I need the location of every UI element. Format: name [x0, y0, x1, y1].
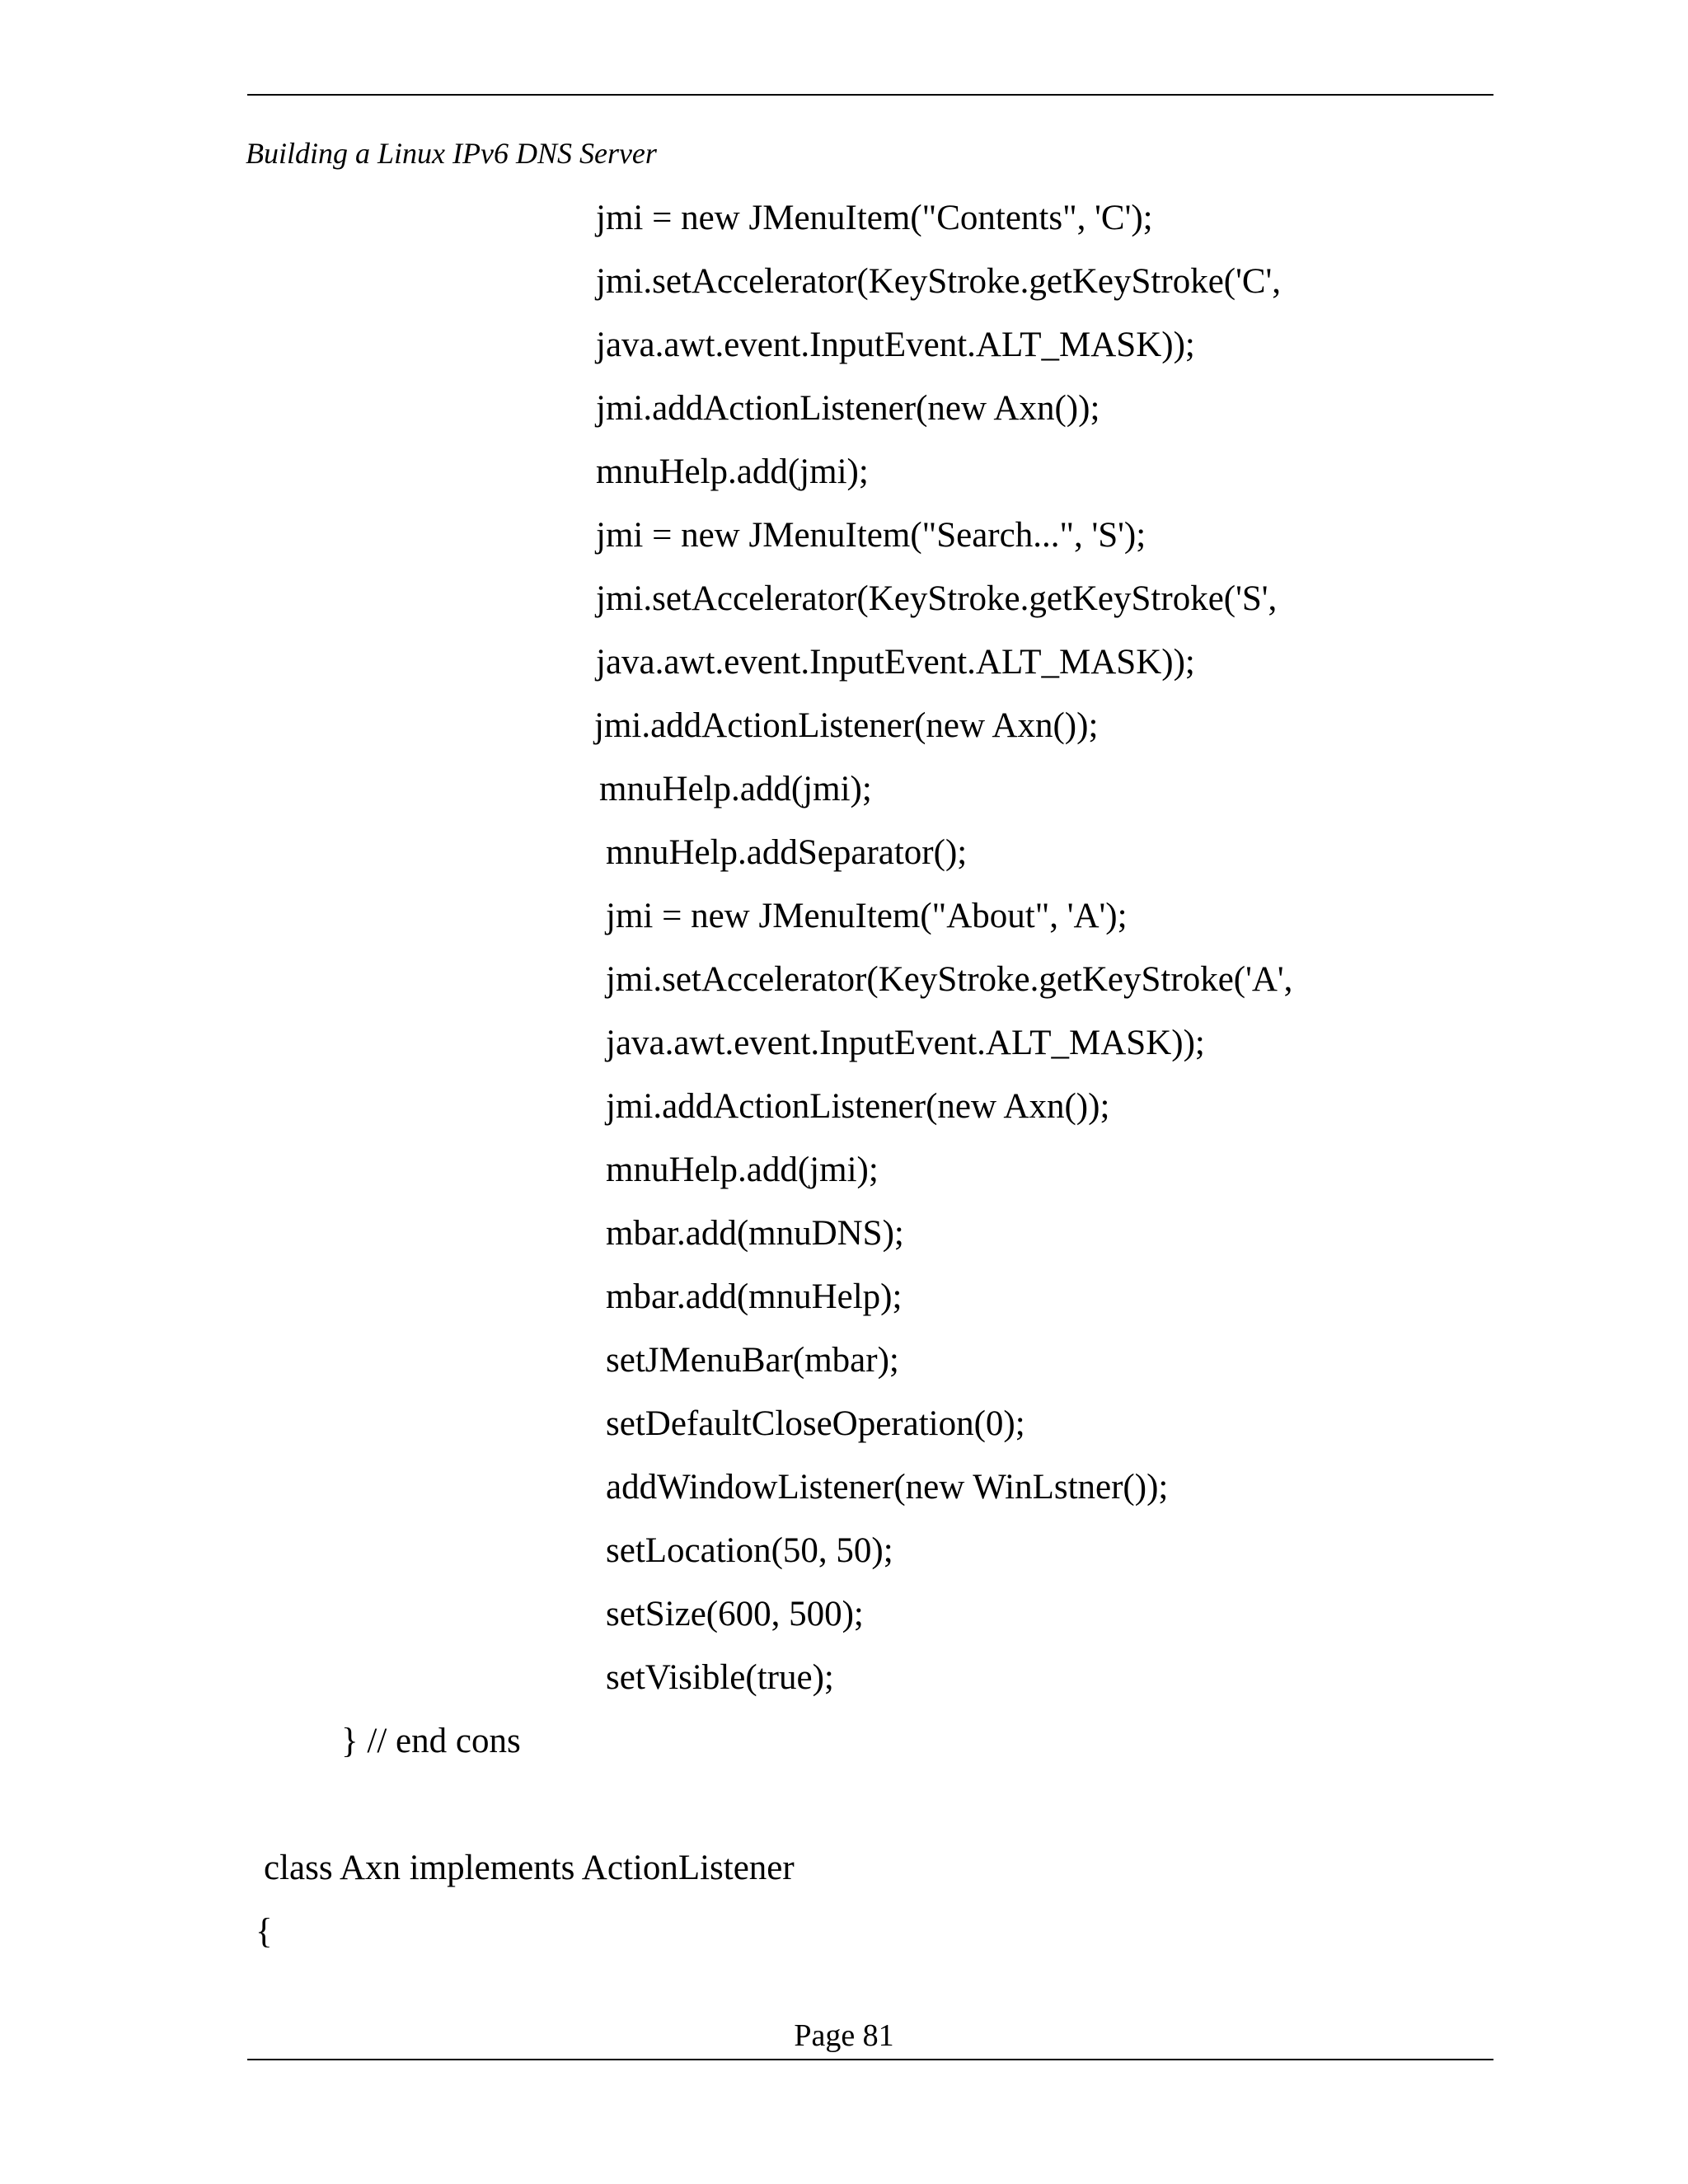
- code-line: jmi = new JMenuItem("Search...", 'S');: [596, 516, 1146, 555]
- code-line: jmi = new JMenuItem("About", 'A');: [606, 897, 1128, 935]
- code-line: jmi.addActionListener(new Axn());: [606, 1087, 1110, 1126]
- code-line: java.awt.event.InputEvent.ALT_MASK));: [596, 326, 1195, 364]
- code-line: setVisible(true);: [606, 1658, 834, 1697]
- page-number: Page 81: [794, 2018, 894, 2053]
- code-line: mnuHelp.addSeparator();: [606, 833, 968, 872]
- code-line: jmi.setAccelerator(KeyStroke.getKeyStroke('S',: [596, 579, 1278, 618]
- code-line: mnuHelp.add(jmi);: [596, 452, 869, 491]
- code-line: jmi = new JMenuItem("Contents", 'C');: [596, 199, 1153, 237]
- code-line: jmi.addActionListener(new Axn());: [594, 706, 1099, 745]
- code-line: mnuHelp.add(jmi);: [606, 1151, 879, 1189]
- code-line: java.awt.event.InputEvent.ALT_MASK));: [606, 1024, 1205, 1062]
- code-line: jmi.addActionListener(new Axn());: [596, 389, 1100, 428]
- code-line: setDefaultCloseOperation(0);: [606, 1404, 1025, 1443]
- code-line: setLocation(50, 50);: [606, 1531, 893, 1570]
- code-line: jmi.setAccelerator(KeyStroke.getKeyStroke('A',: [606, 960, 1293, 999]
- code-line: mbar.add(mnuHelp);: [606, 1277, 903, 1316]
- code-line: {: [256, 1912, 273, 1951]
- code-line: mbar.add(mnuDNS);: [606, 1214, 904, 1253]
- code-line: setSize(600, 500);: [606, 1595, 864, 1633]
- code-line: jmi.setAccelerator(KeyStroke.getKeyStroke('C',: [596, 262, 1282, 301]
- code-line: java.awt.event.InputEvent.ALT_MASK));: [596, 643, 1195, 682]
- code-line: setJMenuBar(mbar);: [606, 1341, 899, 1380]
- running-header: Building a Linux IPv6 DNS Server: [246, 137, 657, 170]
- footer-rule: [247, 2059, 1493, 2060]
- code-line: addWindowListener(new WinLstner());: [606, 1468, 1169, 1507]
- code-line: class Axn implements ActionListener: [264, 1849, 795, 1887]
- code-line: } // end cons: [341, 1722, 521, 1760]
- code-line: mnuHelp.add(jmi);: [599, 770, 872, 808]
